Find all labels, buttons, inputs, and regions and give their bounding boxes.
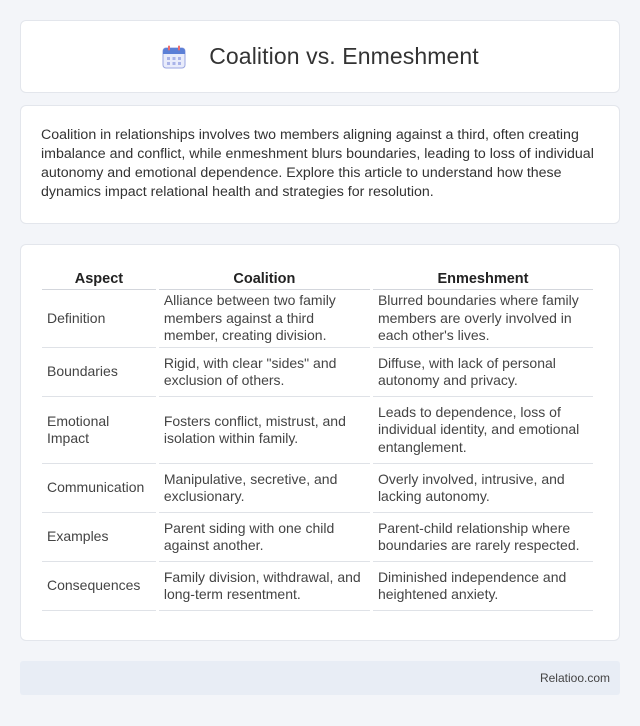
row-coalition: Rigid, with clear "sides" and exclusion of others. — [159, 348, 370, 397]
page-title: Coalition vs. Enmeshment — [209, 43, 479, 69]
table-row — [42, 513, 593, 562]
row-enmeshment: Blurred boundaries where family members are overly involved in each other's lives. — [373, 290, 593, 348]
table-row — [42, 562, 593, 611]
row-coalition: Alliance between two family members against a third member, creating division. — [159, 290, 370, 348]
row-enmeshment: Diminished independence and heightened anxiety. — [373, 562, 593, 611]
table-row — [42, 290, 593, 348]
table-row — [42, 464, 593, 513]
row-aspect: Definition — [42, 290, 156, 348]
row-coalition: Fosters conflict, mistrust, and isolation within family. — [159, 397, 370, 464]
intro-card — [20, 105, 620, 224]
comparison-card — [20, 244, 620, 641]
title-row — [161, 43, 479, 70]
row-aspect: Boundaries — [42, 348, 156, 397]
row-coalition: Family division, withdrawal, and long-term resentment. — [159, 562, 370, 611]
row-enmeshment: Diffuse, with lack of personal autonomy and privacy. — [373, 348, 593, 397]
header-aspect: Aspect — [42, 265, 156, 290]
row-enmeshment: Overly involved, intrusive, and lacking autonomy. — [373, 464, 593, 513]
row-enmeshment: Parent-child relationship where boundaries are rarely respected. — [373, 513, 593, 562]
footer-site-name: Relatioo.com — [539, 671, 610, 685]
header-enmeshment: Enmeshment — [373, 265, 593, 290]
title-card — [20, 20, 620, 93]
calendar-icon — [161, 44, 187, 70]
row-aspect: Emotional Impact — [42, 397, 156, 464]
row-coalition: Parent siding with one child against another. — [159, 513, 370, 562]
row-coalition: Manipulative, secretive, and exclusionary. — [159, 464, 370, 513]
table-row — [42, 397, 593, 464]
table-row — [42, 348, 593, 397]
footer — [20, 661, 620, 695]
table-header-row — [42, 265, 593, 290]
header-coalition: Coalition — [159, 265, 370, 290]
row-enmeshment: Leads to dependence, loss of individual identity, and emotional entanglement. — [373, 397, 593, 464]
row-aspect: Consequences — [42, 562, 156, 611]
row-aspect: Examples — [42, 513, 156, 562]
comparison-table — [39, 265, 596, 611]
row-aspect: Communication — [42, 464, 156, 513]
intro-paragraph: Coalition in relationships involves two members aligning against a third, often creating imbalance and conflict, while enmeshment blurs boundaries, leading to loss of individual autonomy and emotional dependence. Explore this article to understand how these dynamics impact relational health and strategies for resolution. — [41, 127, 594, 200]
